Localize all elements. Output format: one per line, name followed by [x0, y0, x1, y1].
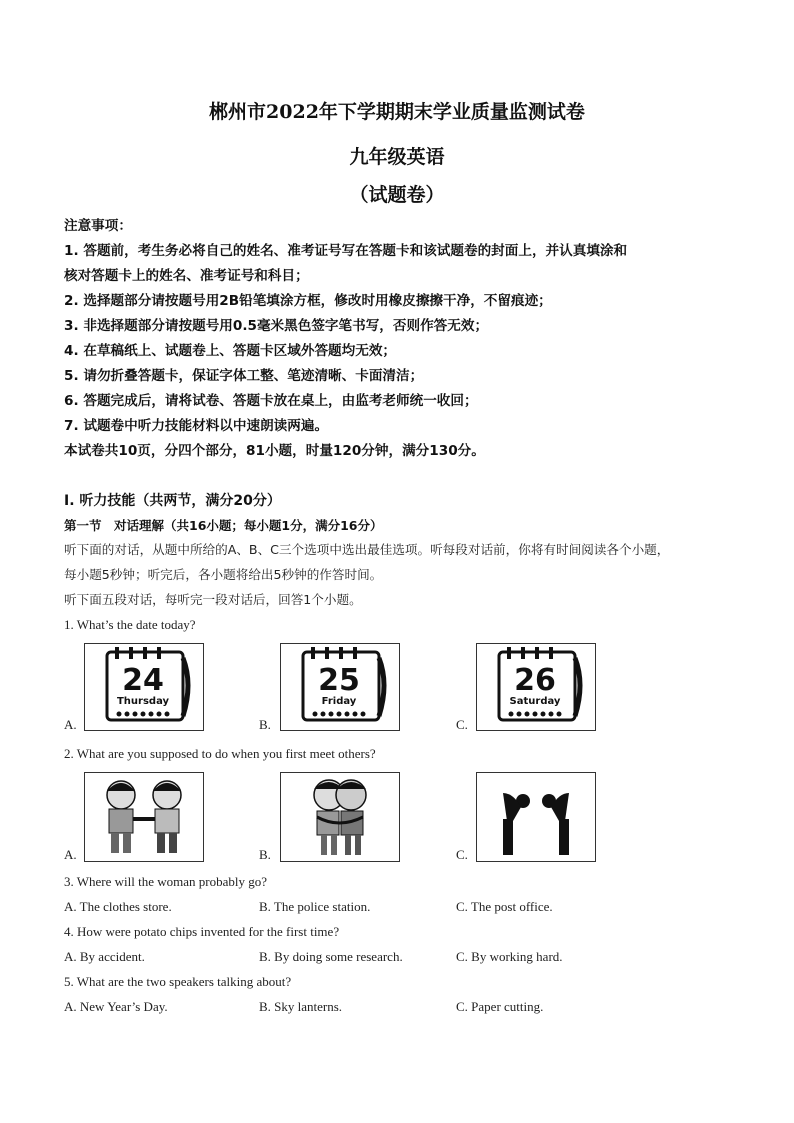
hug-icon: [280, 772, 400, 862]
question-5: 5. What are the two speakers talking about?: [64, 974, 292, 989]
option-a: A. The clothes store.: [64, 899, 172, 914]
exam-paper-type: （试题卷）: [349, 184, 445, 206]
calendar-date: 24: [122, 663, 164, 698]
exam-title: 郴州市2022年下学期期末学业质量监测试卷: [209, 101, 585, 123]
handshake-icon: [84, 772, 204, 862]
note-item: 核对答题卡上的姓名、准考证号和科目；: [64, 268, 309, 284]
note-item: 5. 请勿折叠答题卡，保证字体工整、笔迹清晰、卡面清洁；: [64, 368, 424, 384]
calendar-day: Thursday: [116, 696, 170, 707]
option-a: A. New Year’s Day.: [64, 999, 168, 1014]
option-a: A. By accident.: [64, 949, 145, 964]
section-heading: Ⅰ. 听力技能（共两节，满分20分）: [64, 493, 281, 509]
option-b: B. By doing some research.: [259, 949, 403, 964]
calendar-date: 26: [514, 663, 556, 698]
instructions-block: [64, 537, 744, 612]
question-4: 4. How were potato chips invented for the first time?: [64, 924, 340, 939]
question-1: 1. What’s the date today?: [64, 617, 196, 632]
note-item: 3. 非选择题部分请按题号用0.5毫米黑色签字笔书写，否则作答无效；: [64, 318, 489, 334]
calendar-day: Saturday: [509, 696, 561, 707]
notes-heading: 注意事项：: [64, 218, 132, 234]
option-label: A.: [64, 847, 77, 862]
exam-subject: 九年级英语: [349, 146, 445, 168]
option-label: B.: [259, 847, 271, 862]
option-c: C. By working hard.: [456, 949, 563, 964]
option-label: C.: [456, 847, 468, 862]
notes-summary: 本试卷共10页，分四个部分，81小题，时量120分钟，满分130分。: [64, 443, 485, 459]
note-item: 7. 试题卷中听力技能材料以中速朗读两遍。: [64, 418, 329, 434]
option-label: A.: [64, 717, 77, 732]
calendar-icon: [84, 643, 204, 731]
instruction-line: 每小题5秒钟；听完后，各小题将给出5秒钟的作答时间。: [64, 567, 383, 582]
section-part-heading: 第一节 对话理解（共16小题；每小题1分，满分16分）: [64, 518, 383, 533]
instruction-line: 听下面五段对话，每听完一段对话后，回答1个小题。: [64, 592, 362, 607]
note-item: 2. 选择题部分请按题号用2B铅笔填涂方框，修改时用橡皮擦擦干净，不留痕迹；: [64, 293, 552, 309]
note-item: 1. 答题前，考生务必将自己的姓名、准考证号写在答题卡和该试题卷的封面上，并认真填涂和: [64, 243, 628, 259]
note-item: 4. 在草稿纸上、试题卷上、答题卡区域外答题均无效；: [64, 343, 397, 359]
calendar-icon: [280, 643, 400, 731]
calendar-day: Friday: [321, 696, 357, 707]
option-label: B.: [259, 717, 271, 732]
bow-icon: [476, 772, 596, 862]
notes-block: [64, 214, 744, 464]
option-b: B. The police station.: [259, 899, 371, 914]
option-c: C. The post office.: [456, 899, 553, 914]
calendar-date: 25: [318, 663, 360, 698]
calendar-icon: [476, 643, 596, 731]
note-item: 6. 答题完成后，请将试卷、答题卡放在桌上，由监考老师统一收回；: [64, 393, 478, 409]
question-3: 3. Where will the woman probably go?: [64, 874, 268, 889]
option-b: B. Sky lanterns.: [259, 999, 343, 1014]
question-2: 2. What are you supposed to do when you first meet others?: [64, 746, 376, 761]
instruction-line: 听下面的对话，从题中所给的A、B、C三个选项中选出最佳选项。听每段对话前，你将有时间阅读各个小题，: [64, 542, 670, 557]
option-label: C.: [456, 717, 468, 732]
option-c: C. Paper cutting.: [456, 999, 544, 1014]
